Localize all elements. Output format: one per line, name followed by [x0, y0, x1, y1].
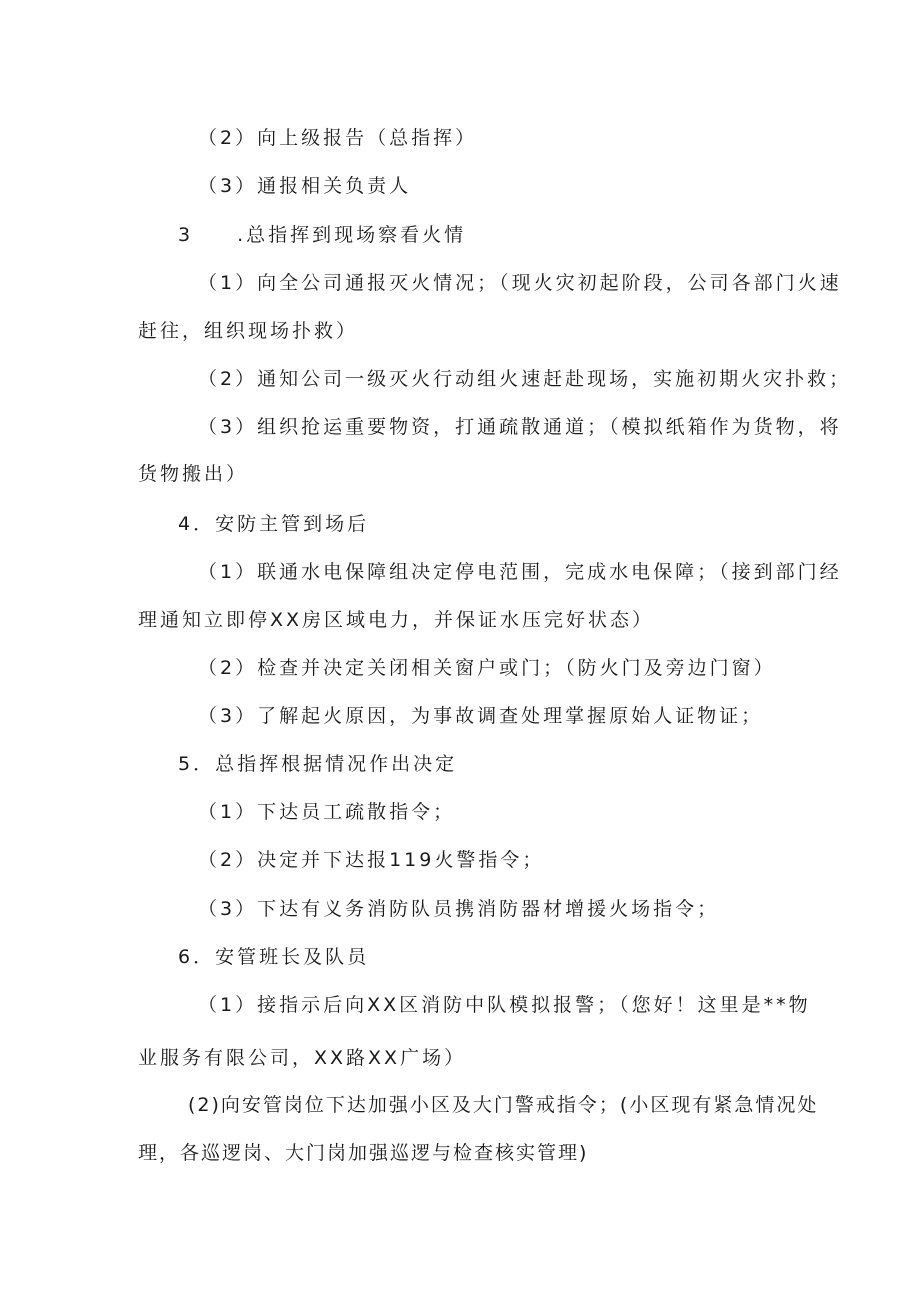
section-6-item-2-line-2: 理，各巡逻岗、大门岗加强巡逻与检查核实管理): [138, 1142, 589, 1164]
section-3-heading: 3 .总指挥到现场察看火情: [178, 224, 467, 246]
section-6-heading: 6．安管班长及队员: [178, 946, 370, 968]
section-4-item-3: （3）了解起火原因，为事故调查处理掌握原始人证物证；: [198, 705, 764, 727]
section-4-item-1-line-1: （1）联通水电保障组决定停电范围，完成水电保障；（接到部门经: [198, 561, 842, 583]
section-4-item-2: （2）检查并决定关闭相关窗户或门；（防火门及旁边门窗）: [198, 657, 776, 679]
section-4-heading: 4．安防主管到场后: [178, 513, 370, 535]
section-6-item-1-line-1: （1）接指示后向XX区消防中队模拟报警；（您好！这里是**物: [198, 994, 811, 1016]
section-3-item-1-line-2: 赶往，组织现场扑救）: [138, 320, 359, 342]
section-3-item-2: （2）通知公司一级灭火行动组火速赶赴现场，实施初期火灾扑救；: [198, 368, 852, 390]
section-5-heading: 5．总指挥根据情况作出决定: [178, 753, 458, 775]
section-4-item-1-line-2: 理通知立即停XX房区域电力，并保证水压完好状态）: [138, 609, 655, 631]
section-3-item-3-line-1: （3）组织抢运重要物资，打通疏散通道；（模拟纸箱作为货物，将: [198, 416, 842, 438]
section-6-item-1-line-2: 业服务有限公司，XX路XX广场）: [138, 1047, 467, 1069]
section-5-item-3: （3）下达有义务消防队员携消防器材增援火场指令；: [198, 898, 720, 920]
section-5-item-1: （1）下达员工疏散指令；: [198, 801, 456, 823]
item-2-report-superior: （2）向上级报告（总指挥）: [198, 127, 478, 149]
item-3-notify-responsible: （3）通报相关负责人: [198, 175, 412, 197]
section-6-item-2-line-1: (2)向安管岗位下达加强小区及大门警戒指令；(小区现有紧急情况处: [188, 1094, 819, 1116]
section-3-item-1-line-1: （1）向全公司通报灭火情况；（现火灾初起阶段，公司各部门火速: [198, 272, 842, 294]
section-3-item-3-line-2: 货物搬出）: [138, 463, 249, 485]
section-5-item-2: （2）决定并下达报119火警指令；: [198, 849, 545, 871]
